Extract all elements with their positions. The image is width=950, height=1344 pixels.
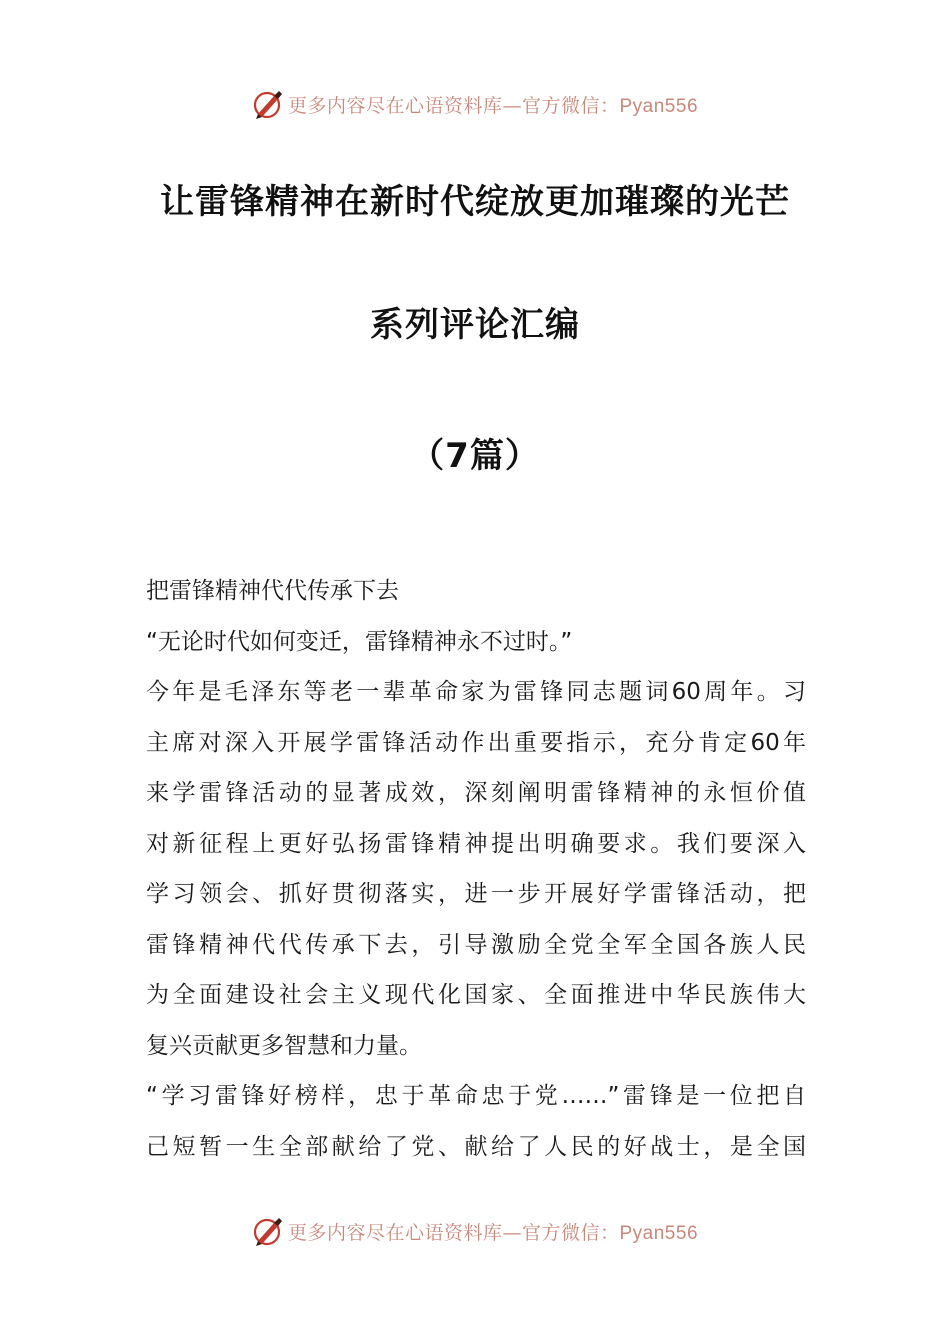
article-count: （7篇） — [410, 436, 540, 476]
banner-text-cn: 更多内容尽在心语资料库—官方微信： — [287, 1221, 620, 1244]
banner-text-cn: 更多内容尽在心语资料库—官方微信： — [287, 94, 620, 117]
banner-text — [288, 91, 698, 118]
banner-wechat-id: Pyan556 — [619, 1222, 699, 1244]
text-line: 为全面建设社会主义现代化国家、全面推进中华民族伟大 — [146, 982, 806, 1008]
text-line: 主席对深入开展学雷锋活动作出重要指示，充分肯定60年 — [146, 729, 806, 756]
banner-text — [288, 1218, 698, 1245]
pen-logo-icon — [252, 1215, 284, 1247]
text-line: 复兴贡献更多智慧和力量。 — [146, 1032, 422, 1059]
text-line: 学习领会、抓好贯彻落实，进一步开展好学雷锋活动，把 — [146, 881, 806, 907]
article-body — [146, 566, 806, 1172]
text-line: 己短暂一生全部献给了党、献给了人民的好战士，是全国 — [146, 1133, 806, 1160]
text-line: “学习雷锋好榜样，忠于革命忠于党……”雷锋是一位把自 — [146, 1083, 806, 1109]
pen-logo-icon — [252, 88, 284, 120]
text-line: 来学雷锋活动的显著成效，深刻阐明雷锋精神的永恒价值 — [146, 780, 806, 806]
text-line: “无论时代如何变迁，雷锋精神永不过时。” — [146, 628, 573, 655]
banner-wechat-id: Pyan556 — [619, 95, 699, 117]
text-line: 今年是毛泽东等老一辈革命家为雷锋同志题词60周年。习 — [146, 679, 806, 705]
header-banner — [0, 84, 950, 124]
text-line: 雷锋精神代代传承下去，引导激励全党全军全国各族人民 — [146, 931, 806, 958]
document-subtitle: 系列评论汇编 — [370, 305, 580, 345]
article-heading: 把雷锋精神代代传承下去 — [146, 578, 399, 604]
text-line: 对新征程上更好弘扬雷锋精神提出明确要求。我们要深入 — [146, 830, 806, 857]
document-title: 让雷锋精神在新时代绽放更加璀璨的光芒 — [160, 182, 790, 222]
footer-banner — [0, 1211, 950, 1251]
